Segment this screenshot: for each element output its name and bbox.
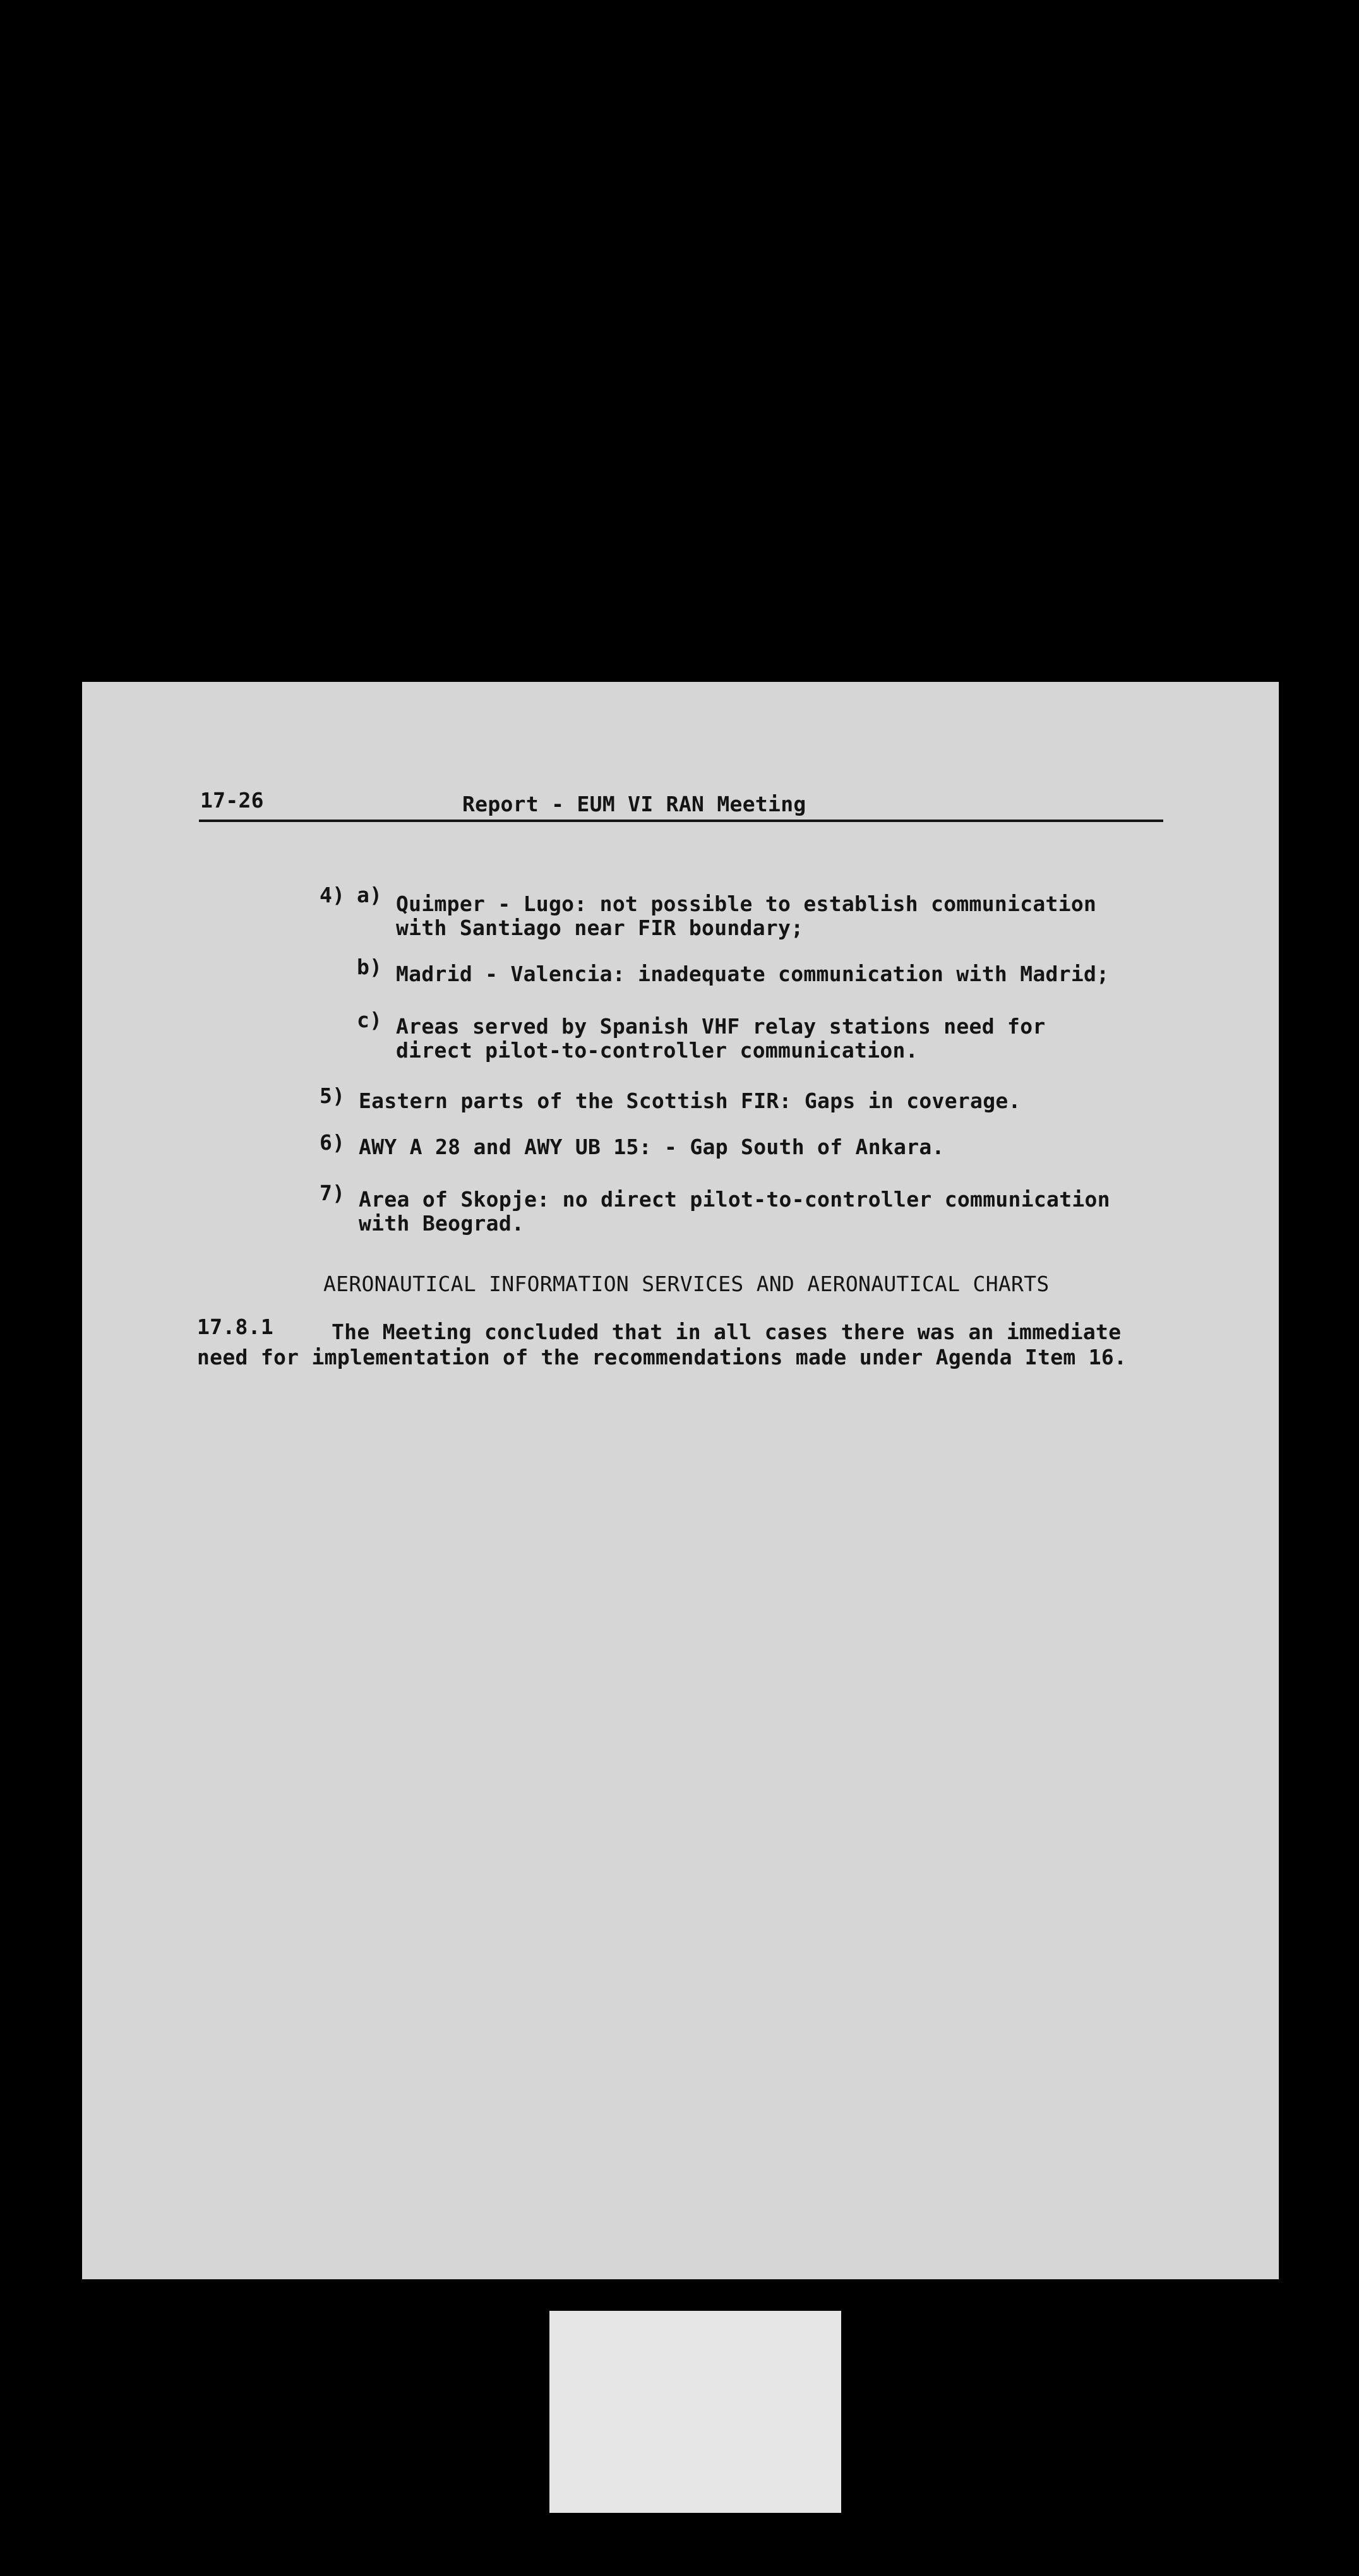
list-item-line: direct pilot-to-controller communication. [396, 1038, 918, 1063]
item-number: 4) [320, 883, 345, 907]
subitem-letter: b) [357, 955, 383, 979]
list-item-line: Area of Skopje: no direct pilot-to-controller communication [359, 1187, 1110, 1212]
list-item-line: Madrid - Valencia: inadequate communication with Madrid; [396, 962, 1110, 986]
subitem-letter: c) [357, 1008, 383, 1032]
list-item-line: Quimper - Lugo: not possible to establish communication [396, 891, 1097, 916]
subitem-letter: a) [357, 883, 383, 907]
blank-card [549, 2311, 841, 2513]
paragraph-line: The Meeting concluded that in all cases there was an immediate [332, 1320, 1122, 1344]
page-number: 17-26 [200, 788, 264, 813]
item-number: 6) [320, 1130, 345, 1155]
list-item-line: Eastern parts of the Scottish FIR: Gaps in coverage. [359, 1088, 1021, 1113]
page-header-title: Report - EUM VI RAN Meeting [462, 792, 806, 816]
item-number: 7) [320, 1181, 345, 1205]
list-item-line: with Beograd. [359, 1211, 525, 1236]
paragraph-line: need for implementation of the recommendations made under Agenda Item 16. [197, 1345, 1127, 1369]
section-heading: AERONAUTICAL INFORMATION SERVICES AND AERONAUTICAL CHARTS [323, 1272, 1050, 1296]
list-item-line: with Santiago near FIR boundary; [396, 915, 804, 940]
paragraph-number: 17.8.1 [197, 1315, 274, 1339]
header-rule [199, 820, 1163, 822]
item-number: 5) [320, 1083, 345, 1108]
list-item-line: Areas served by Spanish VHF relay stations need for [396, 1014, 1046, 1039]
list-item-line: AWY A 28 and AWY UB 15: - Gap South of Ankara. [359, 1135, 945, 1159]
